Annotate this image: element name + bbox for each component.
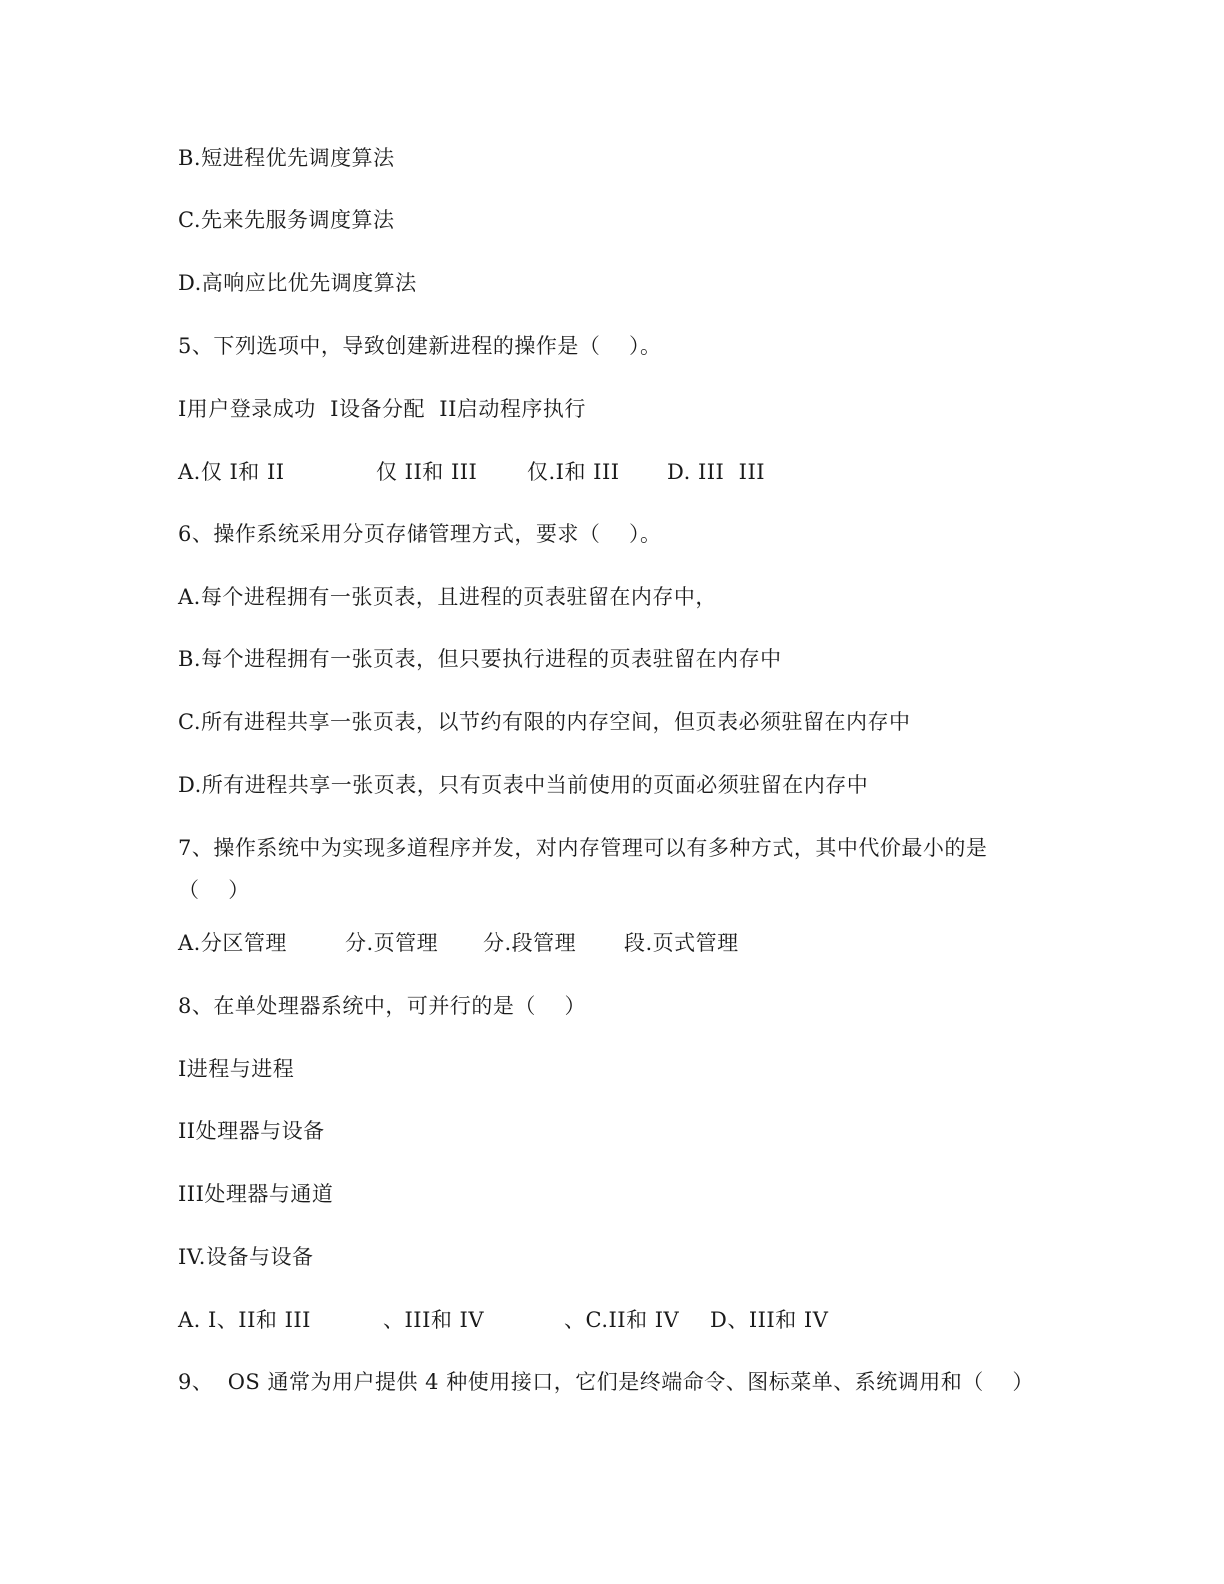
q6-option-d: D.所有进程共享一张页表，只有页表中当前使用的页面必须驻留在内存中 xyxy=(178,773,869,797)
q5-option-d: D. III III xyxy=(667,460,766,484)
q7-option-a: A.分区管理 xyxy=(178,931,287,955)
q8-option-b: 、III和 IV xyxy=(383,1308,485,1332)
q8-option-a: A. I、II和 III xyxy=(178,1308,311,1332)
q8-option-d: D、III和 IV xyxy=(710,1308,829,1332)
q8-item-1: I进程与进程 xyxy=(178,1057,295,1081)
q5-option-c: 仅.I和 III xyxy=(527,460,620,484)
q6-option-b: B.每个进程拥有一张页表，但只要执行进程的页表驻留在内存中 xyxy=(178,647,782,671)
q5-items: I用户登录成功 I设备分配 II启动程序执行 xyxy=(178,397,586,421)
q9-stem: 9、 OS 通常为用户提供 4 种使用接口，它们是终端命令、图标菜单、系统调用和（ ） xyxy=(178,1370,1034,1394)
q7-stem: 7、操作系统中为实现多道程序并发，对内存管理可以有多种方式，其中代价最小的是 xyxy=(178,836,988,860)
q8-item-2: II处理器与设备 xyxy=(178,1119,325,1143)
q7-stem-cont: （ ） xyxy=(178,878,250,902)
q4-option-d: D.高响应比优先调度算法 xyxy=(178,271,417,295)
q5-stem: 5、下列选项中，导致创建新进程的操作是（ ）。 xyxy=(178,334,662,358)
q5-option-b: 仅 II和 III xyxy=(376,460,478,484)
q4-option-b: B.短进程优先调度算法 xyxy=(178,146,395,170)
q6-stem: 6、操作系统采用分页存储管理方式，要求（ ）。 xyxy=(178,522,662,546)
q6-option-c: C.所有进程共享一张页表，以节约有限的内存空间，但页表必须驻留在内存中 xyxy=(178,710,911,734)
q8-option-c: 、C.II和 IV xyxy=(564,1308,680,1332)
q8-stem: 8、在单处理器系统中，可并行的是（ ） xyxy=(178,994,587,1018)
q8-item-3: III处理器与通道 xyxy=(178,1182,334,1206)
q6-option-a: A.每个进程拥有一张页表，且进程的页表驻留在内存中， xyxy=(178,585,717,609)
q7-option-c: 分.段管理 xyxy=(483,931,577,955)
q5-option-a: A.仅 I和 II xyxy=(178,460,285,484)
q4-option-c: C.先来先服务调度算法 xyxy=(178,208,395,232)
q7-option-b: 分.页管理 xyxy=(345,931,439,955)
q8-item-4: IV.设备与设备 xyxy=(178,1245,314,1269)
q7-option-d: 段.页式管理 xyxy=(624,931,739,955)
